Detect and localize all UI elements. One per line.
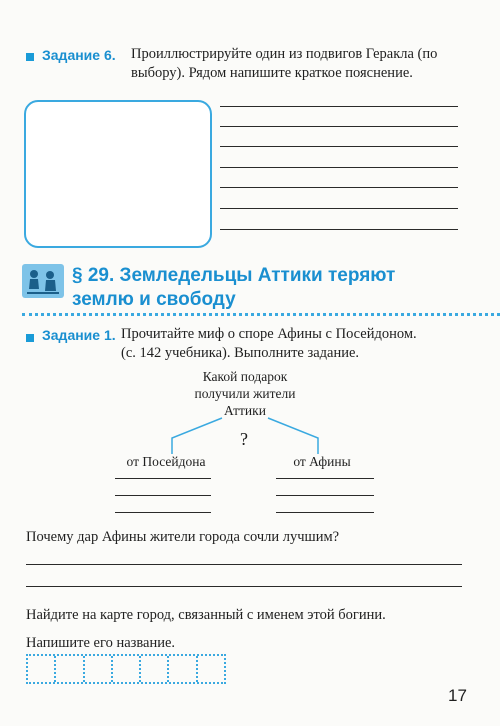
letter-cell[interactable] — [113, 656, 141, 682]
answer-line[interactable] — [220, 106, 458, 107]
right-connector — [268, 418, 318, 454]
write-name-instruction: Напишите его название. — [26, 635, 176, 651]
why-answer-line[interactable] — [26, 564, 462, 565]
diagram-question-line1: Какой подарок — [202, 369, 288, 384]
answer-line[interactable] — [220, 208, 458, 209]
find-city-instruction: Найдите на карте город, связанный с именем этой богини. — [26, 607, 386, 623]
task6-label: Задание 6. — [42, 47, 116, 63]
task6-text-line1: Проиллюстрируйте один из подвигов Геракла (по — [131, 46, 438, 62]
section-icon — [22, 264, 64, 298]
task6-text-line2: выбору). Рядом напишите краткое пояснение. — [131, 65, 413, 81]
answer-line[interactable] — [220, 229, 458, 230]
section-title-line2: землю и свободу — [72, 289, 236, 310]
right-answer-line[interactable] — [276, 478, 374, 479]
diagram-question-line3: Аттики — [224, 403, 266, 418]
letter-cell[interactable] — [198, 656, 224, 682]
section-title-line1: § 29. Земледельцы Аттики теряют — [72, 265, 396, 286]
letter-cell[interactable] — [169, 656, 197, 682]
city-name-cells[interactable] — [26, 654, 226, 684]
task1-bullet — [26, 334, 34, 342]
letter-cell[interactable] — [28, 656, 56, 682]
section-divider — [22, 313, 500, 316]
answer-line[interactable] — [220, 146, 458, 147]
left-connector — [172, 418, 222, 454]
answer-line[interactable] — [220, 187, 458, 188]
why-question: Почему дар Афины жители города сочли лучшим? — [26, 529, 340, 545]
answer-line[interactable] — [220, 126, 458, 127]
why-answer-line[interactable] — [26, 586, 462, 587]
letter-cell[interactable] — [85, 656, 113, 682]
left-gift-label: от Посейдона — [126, 454, 206, 469]
diagram-question-mark: ? — [240, 429, 248, 449]
right-gift-label: от Афины — [293, 454, 351, 469]
task1-text-line2: (с. 142 учебника). Выполните задание. — [121, 345, 360, 361]
right-answer-line[interactable] — [276, 495, 374, 496]
task6-bullet — [26, 53, 34, 61]
answer-line[interactable] — [220, 167, 458, 168]
left-answer-line[interactable] — [115, 495, 211, 496]
drawing-area[interactable] — [24, 100, 212, 248]
diagram-question-line2: получили жители — [194, 386, 296, 401]
left-answer-line[interactable] — [115, 478, 211, 479]
task1-text-line1: Прочитайте миф о споре Афины с Посейдоном. — [121, 326, 417, 342]
left-answer-line[interactable] — [115, 512, 211, 513]
letter-cell[interactable] — [56, 656, 84, 682]
task1-label: Задание 1. — [42, 327, 116, 343]
right-answer-line[interactable] — [276, 512, 374, 513]
letter-cell[interactable] — [141, 656, 169, 682]
farmers-icon — [25, 267, 61, 295]
page-number: 17 — [448, 686, 467, 705]
